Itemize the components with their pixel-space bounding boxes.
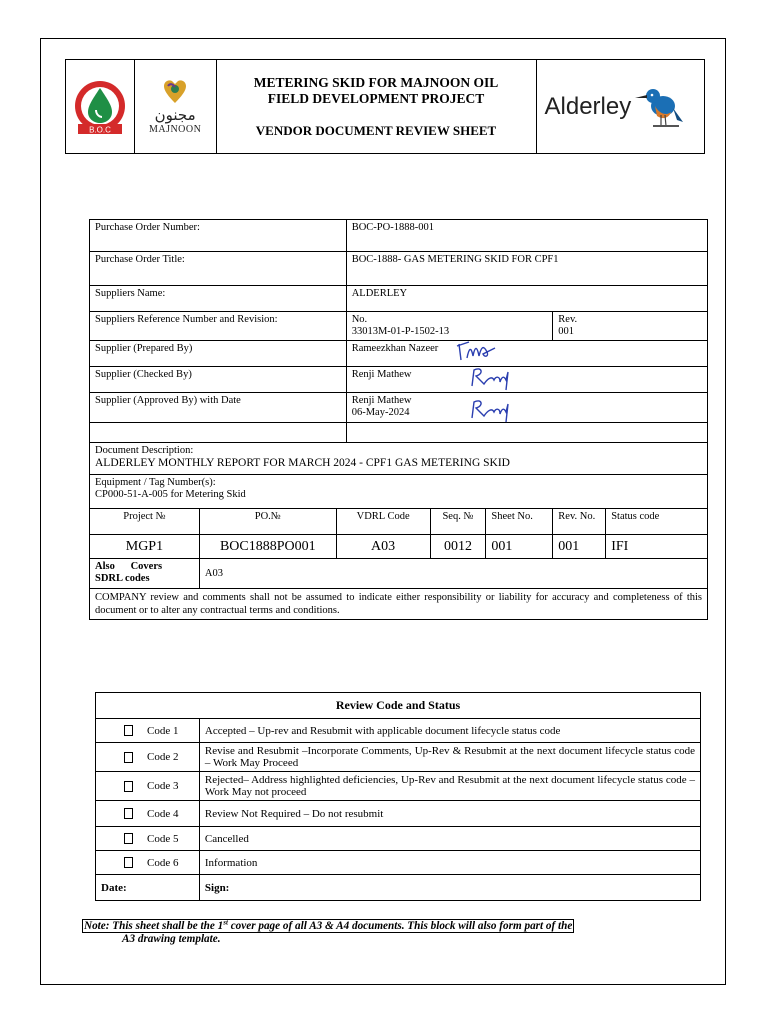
review-code-table: [95, 692, 701, 901]
codes-header-project: Project №: [90, 509, 200, 535]
codes-value-seq: 0012: [430, 535, 486, 559]
code5-label: Code 5: [147, 832, 179, 845]
code2-label: Code 2: [147, 751, 179, 763]
alderley-logo-cell: [537, 60, 704, 153]
po-number-row: [90, 220, 708, 252]
code2-cell: [96, 743, 200, 772]
also-covers-label-line2: SDRL codes: [95, 573, 150, 584]
majnoon-logo-cell: [135, 60, 217, 153]
code3-cell: [96, 772, 200, 801]
po-title-value: BOC-1888- GAS METERING SKID FOR CPF1: [346, 252, 707, 286]
majnoon-arabic-text: مجنون: [154, 106, 196, 124]
rev-label: Rev.: [558, 314, 578, 325]
codes-header-status: Status code: [606, 509, 708, 535]
approved-value: Renji Mathew: [351, 395, 412, 406]
title-cell: [217, 60, 537, 153]
no-value: 33013M-01-P-1502-13: [351, 326, 450, 337]
code3-desc: Rejected– Address highlighted deficiencies, Up-Rev and Resubmit at the next document lifecycle status code – Work May not proceed: [199, 772, 700, 801]
sign-label: Sign:: [199, 875, 700, 901]
also-covers-value: A03: [199, 559, 707, 589]
code1-label: Code 1: [147, 724, 179, 737]
supplier-name-row: [90, 286, 708, 312]
po-title-row: [90, 252, 708, 286]
codes-header-po: PO.№: [199, 509, 336, 535]
review-code-row: [96, 772, 701, 801]
review-code-row: [96, 801, 701, 827]
codes-header-rev: Rev. No.: [553, 509, 606, 535]
majnoon-logo-icon: [162, 78, 188, 104]
code6-cell: [96, 851, 200, 875]
also-covers-label: [90, 559, 200, 589]
equipment-cell: [90, 475, 708, 509]
code4-desc: Review Not Required – Do not resubmit: [199, 801, 700, 827]
approved-row: [90, 393, 708, 423]
approved-date: 06-May-2024: [351, 407, 410, 418]
supplier-ref-no: [346, 312, 553, 341]
disclaimer-text: COMPANY review and comments shall not be assumed to indicate either responsibility or liability for accuracy and completeness of this document or to alter any contractual terms and conditions.: [90, 589, 708, 620]
codes-header-vdrl: VDRL Code: [336, 509, 430, 535]
doc-desc-cell: [90, 443, 708, 475]
note-line1-end: cover page of all A3 & A4 documents. This block will also form part of the: [227, 919, 573, 932]
doc-desc-row: [90, 443, 708, 475]
codes-value-rev: 001: [553, 535, 606, 559]
code3-label: Code 3: [147, 780, 179, 792]
boc-logo-cell: [66, 60, 135, 153]
code1-desc: Accepted – Up-rev and Resubmit with applicable document lifecycle status code: [199, 719, 700, 743]
code4-label: Code 4: [147, 807, 179, 820]
codes-value-row: [90, 535, 708, 559]
document-title-line1: METERING SKID FOR MAJNOON OIL: [253, 74, 499, 90]
code5-cell: [96, 827, 200, 851]
review-header-row: [96, 693, 701, 719]
code2-desc: Revise and Resubmit –Incorporate Comments, Up-Rev & Resubmit at the next document lifecycle status code – Work May Proceed: [199, 743, 700, 772]
also-covers-label-line1: Also Covers: [95, 561, 163, 572]
review-title: Review Code and Status: [96, 693, 701, 719]
codes-value-sheet: 001: [486, 535, 553, 559]
approved-value-cell: [346, 393, 707, 423]
review-code-row: [96, 719, 701, 743]
po-number-value: BOC-PO-1888-001: [346, 220, 707, 252]
empty-cell: [90, 423, 347, 443]
code1-checkbox[interactable]: [124, 725, 133, 736]
alderley-logo-text: Alderley: [544, 92, 632, 120]
doc-desc-value: ALDERLEY MONTHLY REPORT FOR MARCH 2024 - CPF1 GAS METERING SKID: [95, 457, 510, 469]
checked-value: Renji Mathew: [346, 367, 707, 393]
note-line1-sup: st: [223, 918, 228, 926]
note-line1: [82, 919, 574, 933]
purchase-order-info-table: [89, 219, 708, 620]
code4-cell: [96, 801, 200, 827]
checked-label: Supplier (Checked By): [90, 367, 347, 393]
prepared-label: Supplier (Prepared By): [90, 341, 347, 367]
prepared-value: Rameezkhan Nazeer: [346, 341, 707, 367]
svg-text:B.O.C: B.O.C: [89, 125, 111, 134]
majnoon-text: MAJNOON: [148, 124, 202, 135]
note-line1-start: Note: This sheet shall be the 1: [84, 919, 224, 932]
date-label: Date:: [96, 875, 200, 901]
prepared-row: [90, 341, 708, 367]
codes-value-project: MGP1: [90, 535, 200, 559]
supplier-ref-rev: [553, 312, 708, 341]
document-title-line2: FIELD DEVELOPMENT PROJECT: [267, 90, 485, 106]
rev-value: 001: [558, 326, 575, 337]
cover-page-note: [82, 916, 672, 946]
po-title-label: Purchase Order Title:: [90, 252, 347, 286]
note-line2: A3 drawing template.: [122, 932, 221, 945]
review-code-row: [96, 743, 701, 772]
no-label: No.: [351, 314, 368, 325]
also-covers-row: [90, 559, 708, 589]
code1-cell: [96, 719, 200, 743]
checked-row: [90, 367, 708, 393]
document-header: [65, 59, 705, 154]
code6-checkbox[interactable]: [124, 857, 133, 868]
supplier-name-label: Suppliers Name:: [90, 286, 347, 312]
kingfisher-icon: [635, 82, 687, 132]
codes-value-po: BOC1888PO001: [199, 535, 336, 559]
code2-checkbox[interactable]: [124, 752, 133, 763]
review-code-row: [96, 851, 701, 875]
codes-header-row: [90, 509, 708, 535]
code3-checkbox[interactable]: [124, 781, 133, 792]
codes-header-seq: Seq. №: [430, 509, 486, 535]
doc-desc-label: Document Description:: [95, 445, 194, 456]
disclaimer-row: [90, 589, 708, 620]
code6-desc: Information: [199, 851, 700, 875]
supplier-ref-row: [90, 312, 708, 341]
code5-checkbox[interactable]: [124, 833, 133, 844]
equipment-row: [90, 475, 708, 509]
code4-checkbox[interactable]: [124, 808, 133, 819]
code5-desc: Cancelled: [199, 827, 700, 851]
equipment-label: Equipment / Tag Number(s):: [95, 477, 216, 488]
review-code-row: [96, 827, 701, 851]
codes-value-status: IFI: [606, 535, 708, 559]
equipment-value: CP000-51-A-005 for Metering Skid: [95, 489, 246, 500]
approved-label: Supplier (Approved By) with Date: [90, 393, 347, 423]
codes-value-vdrl: A03: [336, 535, 430, 559]
supplier-ref-label: Suppliers Reference Number and Revision:: [90, 312, 347, 341]
boc-logo-icon: [72, 74, 128, 140]
empty-cell: [346, 423, 707, 443]
review-date-sign-row: [96, 875, 701, 901]
codes-header-sheet: Sheet No.: [486, 509, 553, 535]
document-subtitle: VENDOR DOCUMENT REVIEW SHEET: [255, 122, 497, 138]
code6-label: Code 6: [147, 856, 179, 869]
supplier-name-value: ALDERLEY: [346, 286, 707, 312]
empty-row: [90, 423, 708, 443]
po-number-label: Purchase Order Number:: [90, 220, 347, 252]
